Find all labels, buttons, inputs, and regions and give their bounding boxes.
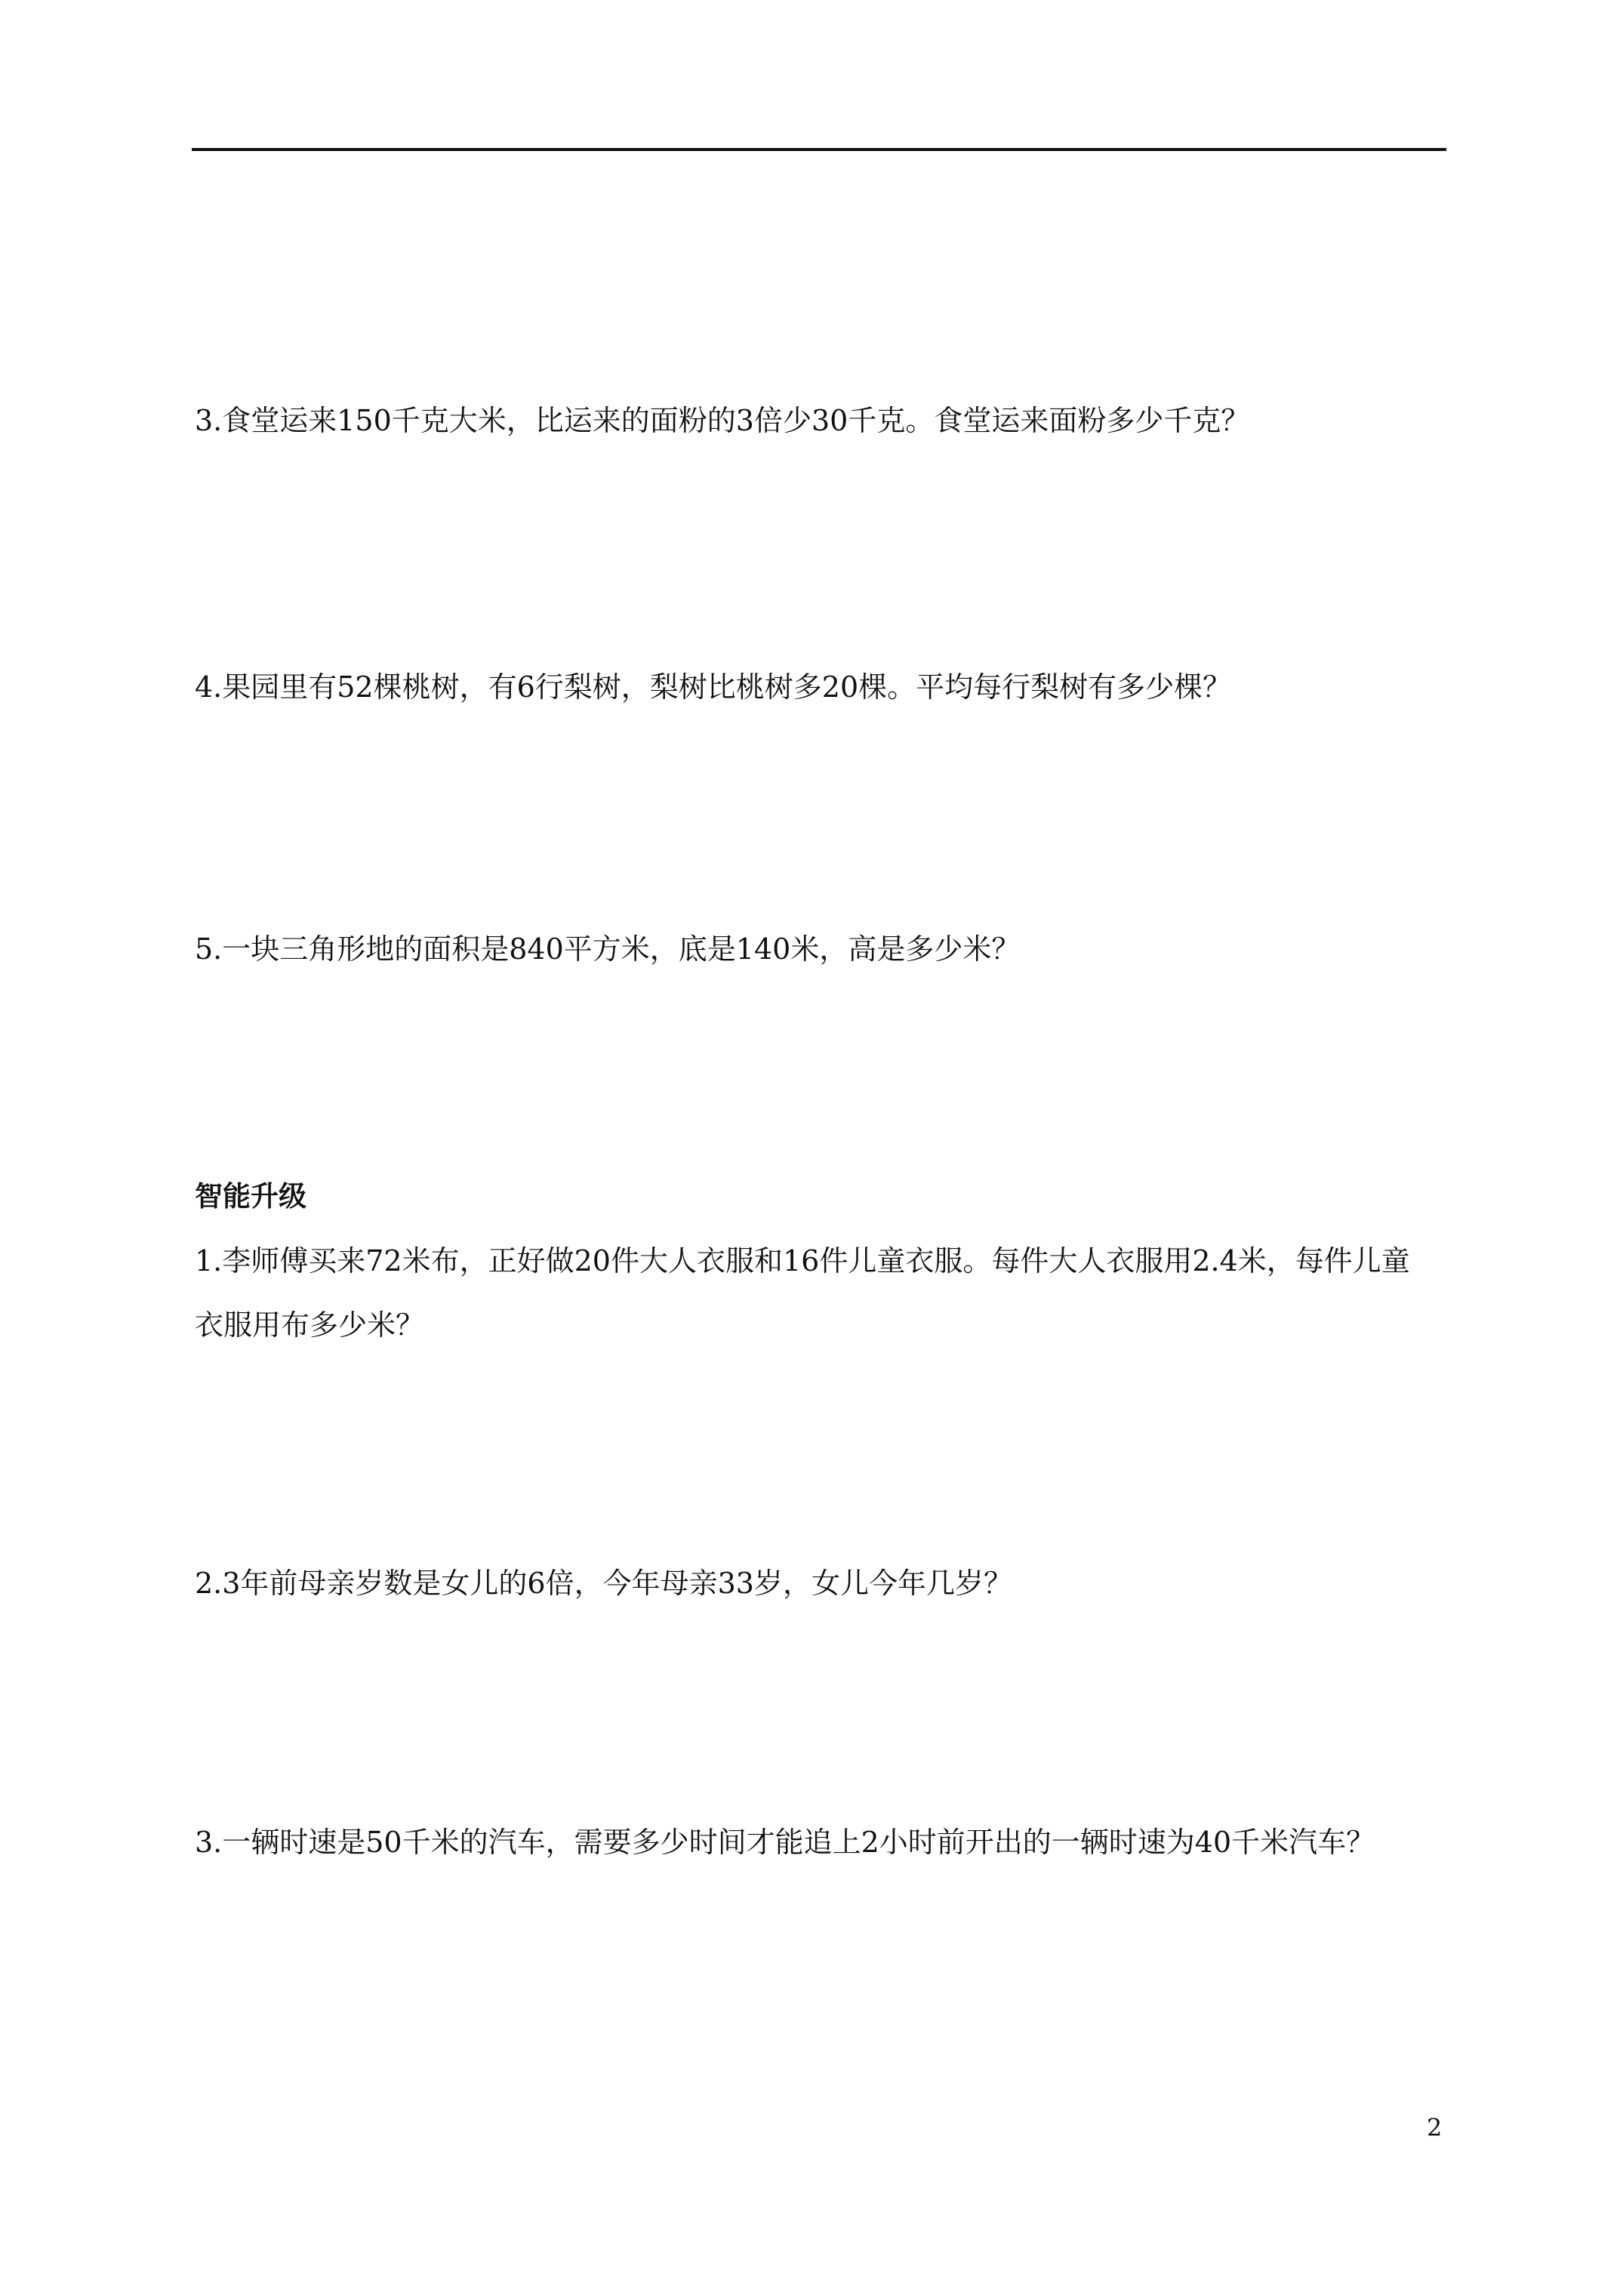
- header-rule: [192, 148, 1446, 151]
- question-3-text: 3.食堂运来150千克大米，比运来的面粉的3倍少30千克。食堂运来面粉多少千克？: [195, 404, 1250, 437]
- section-heading: 智能升级: [195, 1180, 306, 1213]
- upgrade-question-1-line-1: 1.李师傅买来72米布，正好做20件大人衣服和16件儿童衣服。每件大人衣服用2.4米，每件儿童: [195, 1244, 1410, 1277]
- upgrade-question-2-text: 2.3年前母亲岁数是女儿的6倍，今年母亲33岁，女儿今年几岁？: [195, 1567, 1012, 1600]
- question-5-text: 5.一块三角形地的面积是840平方米，底是140米，高是多少米？: [195, 932, 1021, 966]
- upgrade-question-3-text: 3.一辆时速是50千米的汽车，需要多少时间才能追上2小时前开出的一辆时速为40千米汽车？: [195, 1826, 1375, 1859]
- question-4-text: 4.果园里有52棵桃树，有6行梨树，梨树比桃树多20棵。平均每行梨树有多少棵？: [195, 670, 1232, 704]
- upgrade-question-1-line-2: 衣服用布多少米？: [195, 1308, 425, 1342]
- page-number: 2: [1427, 2113, 1443, 2142]
